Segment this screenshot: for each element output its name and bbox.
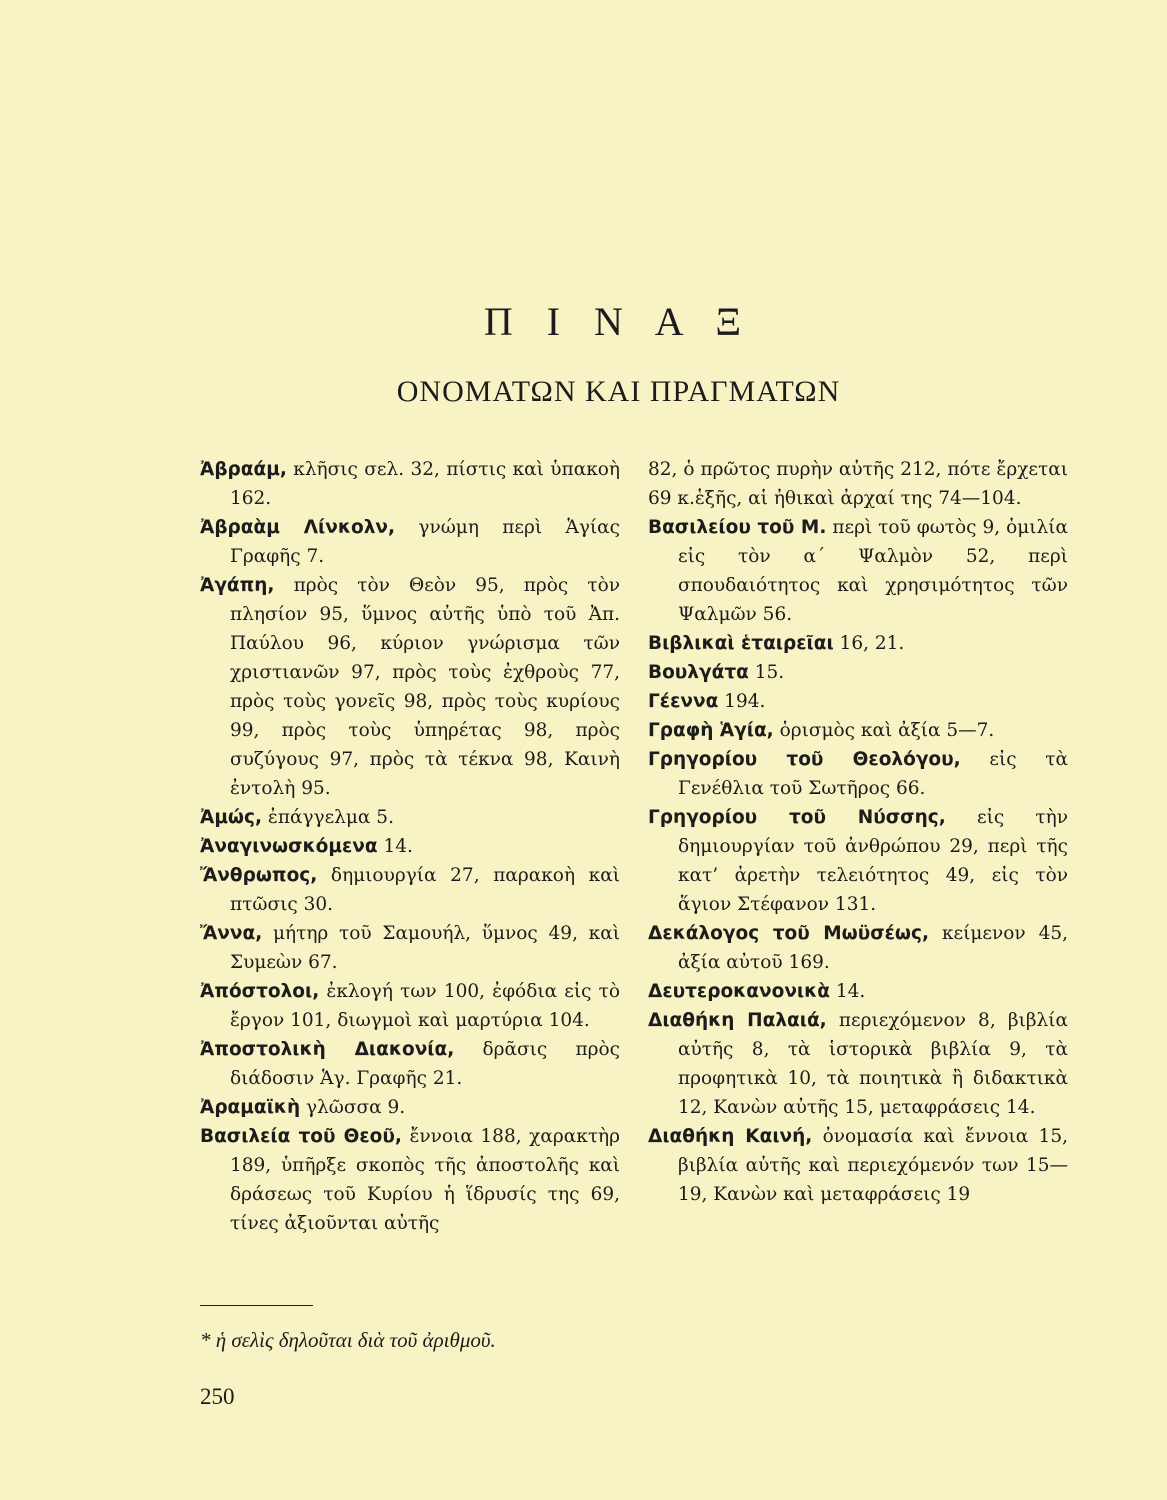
index-entry — [200, 977, 620, 1035]
index-entry — [648, 658, 1068, 687]
footnote: * ἡ σελὶς δηλοῦται διὰ τοῦ ἀριθμοῦ. — [200, 1328, 496, 1352]
index-entry — [648, 1122, 1068, 1209]
index-entry — [200, 1093, 620, 1122]
entry-references: 15. — [748, 662, 785, 683]
entry-headword: Βιβλικαὶ ἑταιρεῖαι — [648, 633, 834, 654]
entry-references: κείμενον 45, ἀξία αὐτοῦ 169. — [678, 923, 1068, 973]
entry-headword: Διαθήκη Παλαιά, — [648, 1010, 827, 1031]
index-entry — [200, 832, 620, 861]
index-entry — [648, 803, 1068, 919]
index-entry — [200, 861, 620, 919]
entry-references: γνώμη περὶ Ἁγίας Γραφῆς 7. — [230, 517, 620, 567]
entry-headword: Γραφὴ Ἁγία, — [648, 720, 774, 741]
entry-headword: Γρηγορίου τοῦ Θεολόγου, — [648, 749, 961, 770]
index-entry — [648, 513, 1068, 629]
entry-headword: Δευτεροκανονικὰ — [648, 981, 830, 1002]
index-entry — [648, 716, 1068, 745]
entry-references: δρᾶσις πρὸς διάδοσιν Ἁγ. Γραφῆς 21. — [230, 1039, 620, 1089]
index-entry — [648, 687, 1068, 716]
entry-headword: Ἀραμαϊκὴ — [200, 1097, 301, 1118]
index-entry — [648, 977, 1068, 1006]
entry-headword: Βασιλεία τοῦ Θεοῦ, — [200, 1126, 402, 1147]
entry-references: δημιουργία 27, παρακοὴ καὶ πτῶσις 30. — [230, 865, 620, 915]
entry-headword: Ἀβραάμ, — [200, 459, 287, 480]
entry-references: 14. — [377, 836, 413, 857]
entry-headword: Γέεννα — [648, 691, 719, 712]
index-entry — [200, 571, 620, 803]
entry-references: 194. — [718, 691, 766, 712]
entry-headword: Ἀποστολικὴ Διακονία, — [200, 1039, 455, 1060]
entry-headword: Ἀγάπη, — [200, 575, 275, 596]
continued-entry-text: 82, ὁ πρῶτος πυρὴν αὐτῆς 212, πότε ἔρχεται 69 κ.ἑξῆς, αἱ ἠθικαὶ ἀρχαί της 74—104. — [648, 459, 1068, 509]
entry-headword: Ἀναγινωσκόμενα — [200, 836, 378, 857]
index-entry — [200, 919, 620, 977]
index-entry — [200, 455, 620, 513]
entry-references: εἰς τὴν δημιουργίαν τοῦ ἀνθρώπου 29, περὶ τῆς κατ’ ἀρετὴν τελειότητος 49, εἰς τὸν ἅγιον Στέφανον 131. — [678, 807, 1069, 915]
index-entry — [648, 1006, 1068, 1122]
entry-headword: Διαθήκη Καινή, — [648, 1126, 813, 1147]
entry-references: μήτηρ τοῦ Σαμουήλ, ὕμνος 49, καὶ Συμεὼν 67. — [230, 923, 620, 973]
footnote-divider — [200, 1305, 313, 1306]
entry-headword: Ἄνθρωπος, — [200, 865, 318, 886]
index-entry — [200, 1122, 620, 1238]
entry-references: ὀνομασία καὶ ἔννοια 15, βιβλία αὐτῆς καὶ περιεχόμενόν των 15—19, Κανὼν καὶ μεταφράσεις 19 — [678, 1126, 1068, 1205]
entry-headword: Βασιλείου τοῦ Μ. — [648, 517, 827, 538]
index-entry — [648, 745, 1068, 803]
entry-headword: Γρηγορίου τοῦ Νύσσης, — [648, 807, 946, 828]
entry-references: γλῶσσα 9. — [300, 1097, 406, 1118]
page-title: Π Ι Ν Α Ξ — [483, 299, 754, 344]
page-number: 250 — [200, 1384, 235, 1409]
entry-references: ὁρισμὸς καὶ ἀξία 5—7. — [773, 720, 995, 741]
index-entry — [200, 803, 620, 832]
entry-references: ἐκλογή των 100, ἐφόδια εἰς τὸ ἔργον 101, διωγμοὶ καὶ μαρτύρια 104. — [230, 981, 620, 1031]
entry-references: εἰς τὰ Γενέθλια τοῦ Σωτῆρος 66. — [678, 749, 1068, 799]
index-entry — [200, 1035, 620, 1093]
right-column — [648, 455, 1068, 1209]
index-entry — [648, 919, 1068, 977]
entry-references: περὶ τοῦ φωτὸς 9, ὁμιλία εἰς τὸν α΄ Ψαλμὸν 52, περὶ σπουδαιότητος καὶ χρησιμότητος τῶν Ψαλμῶν 56. — [678, 517, 1068, 625]
entry-headword: Ἀβραὰμ Λίνκολν, — [200, 517, 396, 538]
entry-headword: Ἀμώς, — [200, 807, 263, 828]
entry-references: ἔννοια 188, χαρακτὴρ 189, ὑπῆρξε σκοπὸς τῆς ἀποστολῆς καὶ δράσεως τοῦ Κυρίου ἡ ἵδρυσίς της 69, τίνες ἀξιοῦνται αὐτῆς — [230, 1126, 621, 1234]
left-column — [200, 455, 620, 1238]
index-entry — [648, 629, 1068, 658]
entry-references: κλῆσις σελ. 32, πίστις καὶ ὑπακοὴ 162. — [230, 459, 620, 509]
entry-headword: Δεκάλογος τοῦ Μωϋσέως, — [648, 923, 929, 944]
entry-references: περιεχόμενον 8, βιβλία αὐτῆς 8, τὰ ἱστορικὰ βιβλία 9, τὰ προφητικὰ 10, τὰ ποιητικὰ ἢ διδακτικὰ 12, Κανὼν αὐτῆς 15, μεταφράσεις 14. — [678, 1010, 1068, 1118]
index-entry — [200, 513, 620, 571]
entry-references: 14. — [830, 981, 866, 1002]
entry-headword: Ἀπόστολοι, — [200, 981, 320, 1002]
entry-headword: Ἄννα, — [200, 923, 263, 944]
entry-headword: Βουλγάτα — [648, 662, 749, 683]
page-subtitle: ΟΝΟΜΑΤΩΝ ΚΑΙ ΠΡΑΓΜΑΤΩΝ — [396, 375, 841, 408]
entry-references: πρὸς τὸν Θεὸν 95, πρὸς τὸν πλησίον 95, ὕμνος αὐτῆς ὑπὸ τοῦ Ἀπ. Παύλου 96, κύριον γνώρισμα τῶν χριστιανῶν 97, πρὸς τοὺς ἐχθροὺς 77, πρὸς τοὺς γονεῖς 98, πρὸς τοὺς κυρίους 99, πρὸς τοὺς ὑπηρέτας 98, πρὸς συζύγους 97, πρὸς τὰ τέκνα 98, Καινὴ ἐντολὴ 95. — [230, 575, 620, 799]
entry-references: ἐπάγγελμα 5. — [262, 807, 394, 828]
entry-references: 16, 21. — [833, 633, 905, 654]
